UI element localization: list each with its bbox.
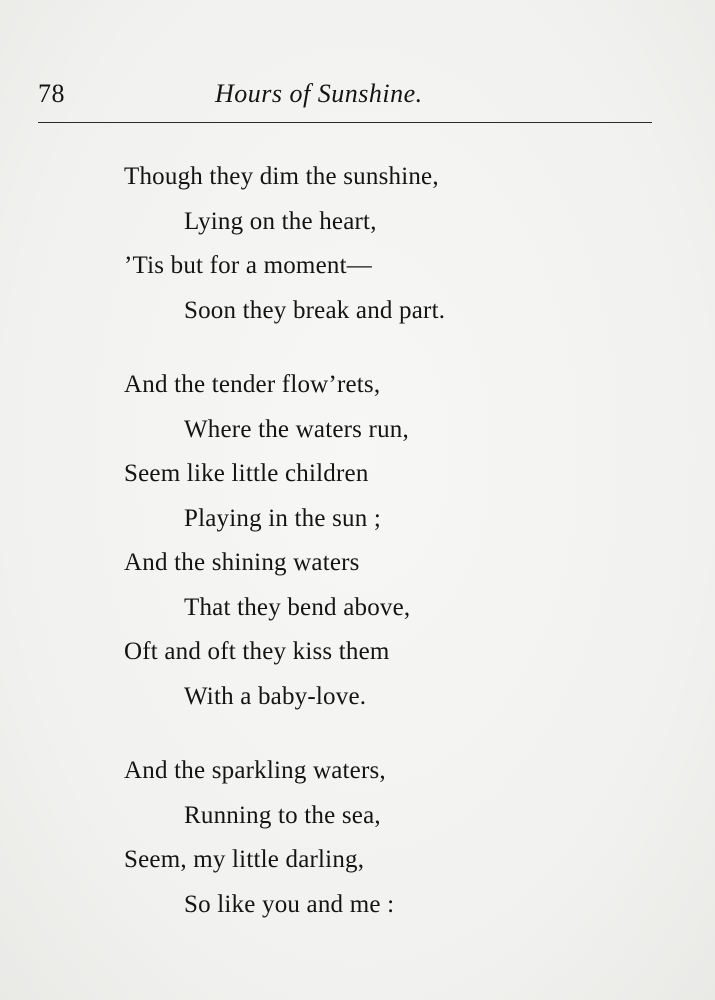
- poem-line: Oft and oft they kiss them: [124, 638, 390, 665]
- header-rule: [38, 122, 652, 123]
- poem-line: Seem, my little darling,: [124, 846, 365, 873]
- poem-line: Where the waters run,: [184, 416, 409, 443]
- poem-line: Lying on the heart,: [184, 208, 377, 235]
- poem-line: With a baby-love.: [184, 683, 367, 710]
- poem-line: So like you and me :: [184, 891, 395, 918]
- poem-line: And the shining waters: [124, 549, 360, 576]
- poem-line: Seem like little children: [124, 460, 369, 487]
- running-title: Hours of Sunshine.: [215, 79, 423, 108]
- poem-line: That they bend above,: [184, 594, 411, 621]
- poem-line: Running to the sea,: [184, 802, 381, 829]
- poem-line: And the sparkling waters,: [124, 757, 386, 784]
- poem-line: ’Tis but for a moment—: [124, 252, 372, 279]
- page-header: [38, 76, 652, 116]
- poem-line: Though they dim the sunshine,: [124, 163, 439, 190]
- page-number: 78: [38, 79, 65, 108]
- poem-line: Playing in the sun ;: [184, 505, 382, 532]
- poem-line: Soon they break and part.: [184, 297, 446, 324]
- poem-line: And the tender flow’rets,: [124, 371, 381, 398]
